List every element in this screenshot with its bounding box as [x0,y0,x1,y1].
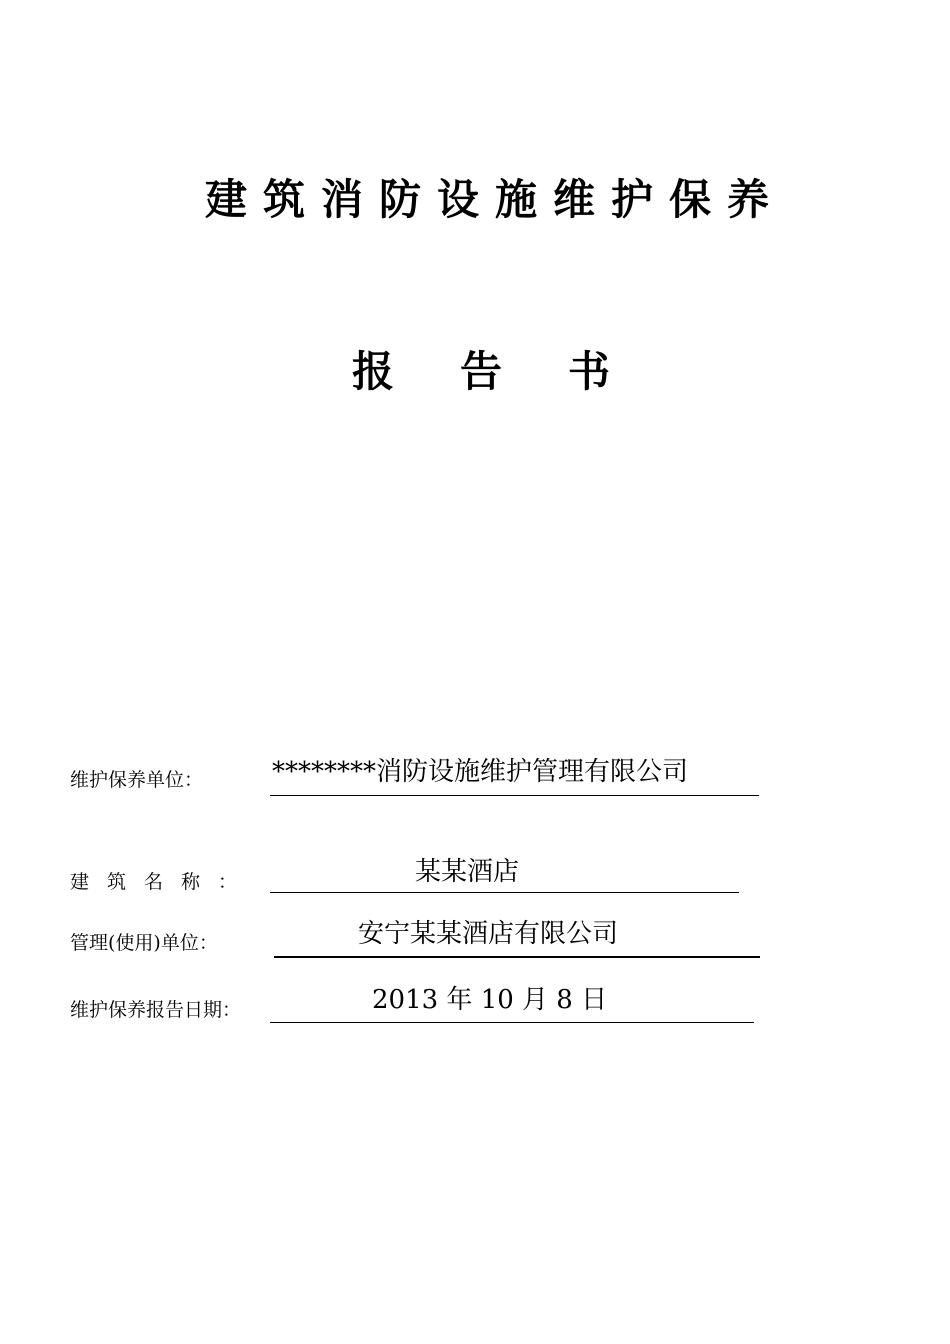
report-date-value: 2013 年 10 月 8 日 [372,985,608,1015]
building-name-underline [270,892,739,893]
management-unit-value: 安宁某某酒店有限公司 [358,919,619,949]
maintenance-unit-label: 维护保养单位： [70,769,204,791]
management-unit-label: 管理(使用)单位： [70,932,218,954]
report-date-label: 维护保养报告日期： [70,999,242,1021]
document-title-line1: 建筑消防设施维护保养 [204,175,785,224]
management-unit-underline [274,956,760,958]
maintenance-unit-underline [270,795,759,796]
maintenance-unit-value: ********消防设施维护管理有限公司 [272,757,689,787]
building-name-value: 某某酒店 [415,857,520,887]
building-name-label: 建筑名称： [70,871,256,893]
report-date-underline [270,1022,754,1023]
document-title-line2: 报告书 [352,347,677,396]
